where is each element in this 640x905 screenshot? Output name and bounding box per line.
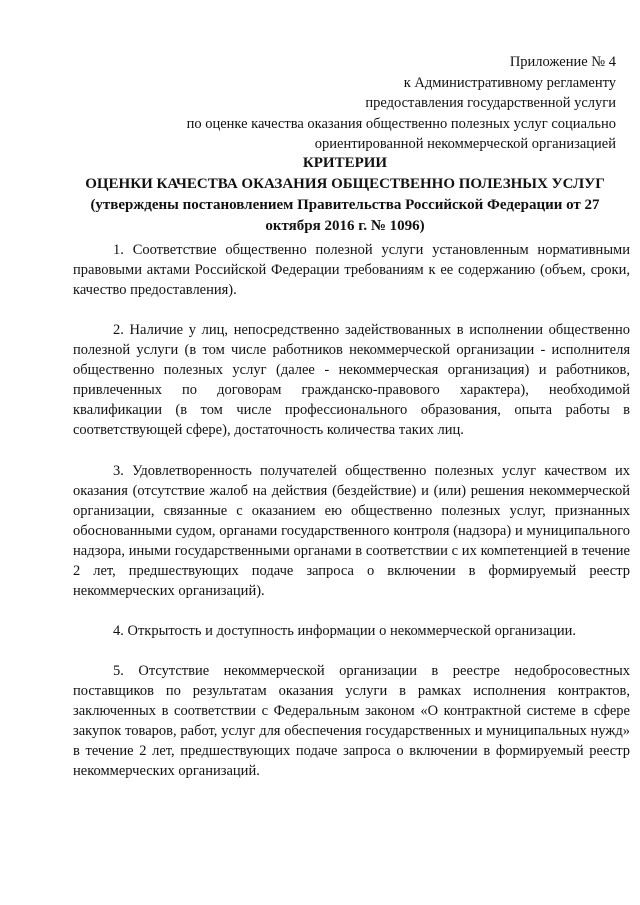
title-approval-note-date: октября 2016 г. № 1096) (265, 218, 425, 234)
appendix-header (96, 52, 616, 155)
appendix-number: Приложение № 4 (509, 54, 616, 70)
criteria-list (73, 240, 630, 801)
appendix-line: к Административному регламенту (403, 74, 616, 91)
document-title (60, 153, 630, 237)
criterion-item: 3. Удовлетворенность получателей общественно полезных услуг качеством их оказания (отсутствие жалоб на действия (бездействие) и (или) решения некоммерческой организации, связанные с оказанием ею общественно полезных услуг, признанных обоснованными судом, органами государственного контроля (надзора) и муниципального надзора, иными государственными органами в соответствии с их компетенцией в течение 2 лет, предшествующих подаче запроса о включении в формируемый реестр некоммерческих организаций). (73, 463, 630, 599)
criterion-item: 1. Соответствие общественно полезной услуги установленным нормативными правовыми актами Российской Федерации требованиям к ее содержанию (объем, сроки, качество предоставления). (73, 242, 630, 298)
criterion-item: 4. Открытость и доступность информации о некоммерческой организации. (113, 623, 577, 639)
appendix-line: ориентированной некоммерческой организацией (314, 136, 616, 152)
appendix-line: предоставления государственной услуги (365, 95, 616, 111)
title-subheading: ОЦЕНКИ КАЧЕСТВА ОКАЗАНИЯ ОБЩЕСТВЕННО ПОЛЕЗНЫХ УСЛУГ (85, 176, 605, 192)
title-approval-note: (утверждены постановлением Правительства Российской Федерации от 27 (90, 197, 600, 213)
criterion-item: 5. Отсутствие некоммерческой организации в реестре недобросовестных поставщиков по результатам оказания услуги в рамках исполнения контрактов, заключенных в соответствии с Федеральным законом «О контрактной системе в сфере закупок товаров, работ, услуг для обеспечения государственных и муниципальных нужд» в течение 2 лет, предшествующих подаче запроса о включении в формируемый реестр некоммерческих организаций. (73, 663, 630, 779)
appendix-line: по оценке качества оказания общественно полезных услуг социально (186, 115, 616, 132)
title-heading: КРИТЕРИИ (302, 155, 388, 171)
criterion-item: 2. Наличие у лиц, непосредственно задействованных в исполнении общественно полезной услуги (в том числе работников некоммерческой организации - исполнителя общественно полезных услуг (далее - некоммерческая организация) и работников, привлеченных по договорам гражданско-правового характера), необходимой квалификации (в том числе профессионального образования, опыта работы в соответствующей сфере), достаточность количества таких лиц. (73, 322, 630, 438)
